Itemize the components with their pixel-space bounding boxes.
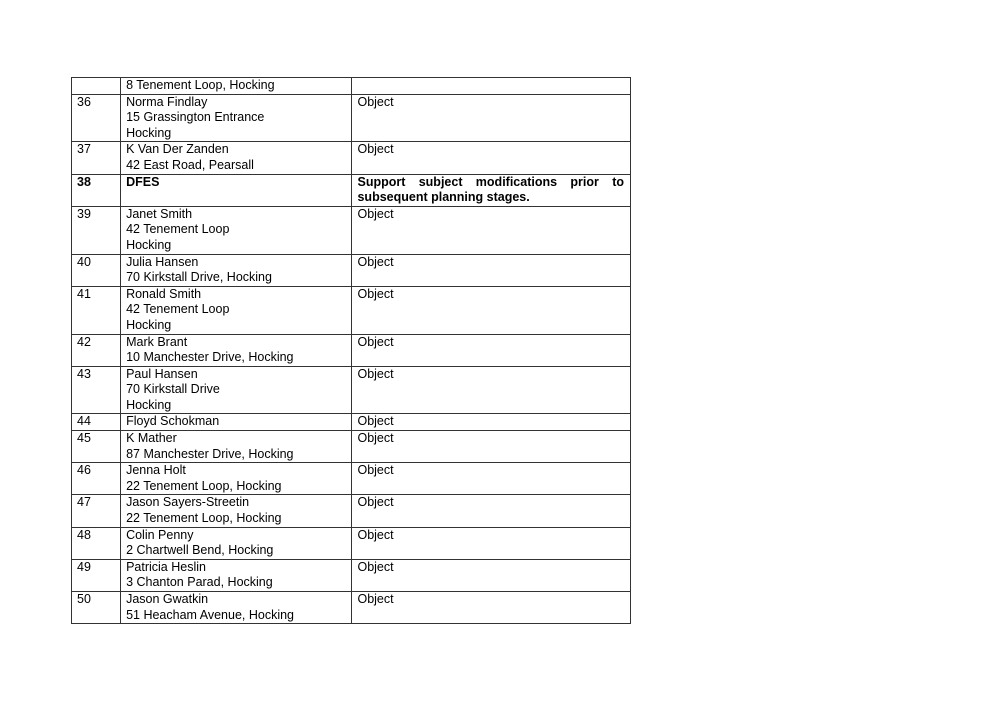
submissions-table bbox=[71, 77, 631, 624]
table-row bbox=[72, 463, 631, 495]
response-cell bbox=[352, 366, 631, 414]
response-cell bbox=[352, 414, 631, 431]
submitter-address-line: 22 Tenement Loop, Hocking bbox=[126, 511, 282, 526]
submission-number-cell: 41 bbox=[72, 286, 121, 334]
submitter-name: Janet Smith bbox=[126, 206, 193, 221]
response-text: Object bbox=[357, 206, 394, 221]
submitter-name: Ronald Smith bbox=[126, 286, 202, 301]
submitter-name: Jason Sayers-Streetin bbox=[126, 495, 250, 510]
table-row bbox=[72, 78, 631, 95]
submitter-address-line: 87 Manchester Drive, Hocking bbox=[126, 446, 294, 461]
response-text: Object bbox=[357, 559, 394, 574]
submission-number-cell: 43 bbox=[72, 366, 121, 414]
response-cell bbox=[352, 495, 631, 527]
submission-number-cell: 45 bbox=[72, 431, 121, 463]
submitter-name: Paul Hansen bbox=[126, 366, 198, 381]
table-row bbox=[72, 254, 631, 286]
submitter-details-cell bbox=[121, 286, 352, 334]
response-text: Object bbox=[357, 286, 394, 301]
submitter-address-line: Hocking bbox=[126, 237, 172, 252]
submitter-address-line: 70 Kirkstall Drive bbox=[126, 382, 220, 397]
table-row bbox=[72, 559, 631, 591]
submitter-details-cell bbox=[121, 431, 352, 463]
submitter-details-cell bbox=[121, 142, 352, 174]
submission-number-cell: 47 bbox=[72, 495, 121, 527]
response-cell bbox=[352, 334, 631, 366]
submitter-details-cell bbox=[121, 463, 352, 495]
response-cell bbox=[352, 78, 631, 95]
response-text: Object bbox=[357, 334, 394, 349]
submissions-table-body bbox=[72, 78, 631, 624]
submitter-address-line: 22 Tenement Loop, Hocking bbox=[126, 478, 282, 493]
submitter-address-line: 15 Grassington Entrance bbox=[126, 110, 265, 125]
response-cell bbox=[352, 431, 631, 463]
submitter-details-cell bbox=[121, 334, 352, 366]
submitter-details-cell bbox=[121, 414, 352, 431]
response-cell bbox=[352, 592, 631, 624]
table-row bbox=[72, 142, 631, 174]
submitter-details-cell bbox=[121, 206, 352, 254]
submission-number-cell: 36 bbox=[72, 94, 121, 142]
submitter-details-cell bbox=[121, 94, 352, 142]
submitter-name: Patricia Heslin bbox=[126, 559, 206, 574]
submitter-address-line: 3 Chanton Parad, Hocking bbox=[126, 575, 273, 590]
submitter-details-cell bbox=[121, 254, 352, 286]
submitter-name: Julia Hansen bbox=[126, 254, 199, 269]
submission-number-cell: 48 bbox=[72, 527, 121, 559]
table-row bbox=[72, 286, 631, 334]
table-row bbox=[72, 206, 631, 254]
submitter-address-line: Hocking bbox=[126, 397, 172, 412]
response-text: Object bbox=[357, 254, 394, 269]
submission-number-cell bbox=[72, 78, 121, 95]
response-text: Object bbox=[357, 495, 394, 510]
table-row bbox=[72, 527, 631, 559]
submitter-details-cell bbox=[121, 495, 352, 527]
table-row bbox=[72, 495, 631, 527]
submission-number-cell: 37 bbox=[72, 142, 121, 174]
submission-number-cell: 42 bbox=[72, 334, 121, 366]
submitter-address-line: 51 Heacham Avenue, Hocking bbox=[126, 607, 295, 622]
submitter-name: Floyd Schokman bbox=[126, 414, 220, 429]
submitter-details-cell bbox=[121, 174, 352, 206]
response-cell bbox=[352, 463, 631, 495]
response-text: Object bbox=[357, 414, 394, 429]
submitter-address-line: Hocking bbox=[126, 125, 172, 140]
submitter-name: Jason Gwatkin bbox=[126, 592, 209, 606]
response-cell bbox=[352, 142, 631, 174]
submission-number-cell: 39 bbox=[72, 206, 121, 254]
response-cell bbox=[352, 527, 631, 559]
table-row bbox=[72, 414, 631, 431]
submitter-details-cell bbox=[121, 559, 352, 591]
submission-number-cell: 40 bbox=[72, 254, 121, 286]
response-text: Object bbox=[357, 592, 394, 606]
response-cell bbox=[352, 94, 631, 142]
submitter-address-line: 2 Chartwell Bend, Hocking bbox=[126, 543, 274, 558]
table-row bbox=[72, 174, 631, 206]
submission-number-cell: 44 bbox=[72, 414, 121, 431]
response-cell bbox=[352, 206, 631, 254]
submitter-address-line: 70 Kirkstall Drive, Hocking bbox=[126, 270, 272, 285]
response-text: Support subject modifications prior to bbox=[357, 174, 624, 189]
submitter-details-cell bbox=[121, 592, 352, 624]
submission-number-cell: 50 bbox=[72, 592, 121, 624]
submitter-details-cell bbox=[121, 366, 352, 414]
submitter-name: 8 Tenement Loop, Hocking bbox=[126, 78, 275, 92]
submitter-address-line: 42 East Road, Pearsall bbox=[126, 157, 254, 172]
submitter-name: DFES bbox=[126, 174, 160, 189]
response-cell bbox=[352, 254, 631, 286]
submission-number-cell: 49 bbox=[72, 559, 121, 591]
submitter-name: Mark Brant bbox=[126, 334, 188, 349]
submitter-name: K Van Der Zanden bbox=[126, 142, 229, 157]
submitter-name: Norma Findlay bbox=[126, 94, 208, 109]
response-text: Object bbox=[357, 94, 394, 109]
table-row bbox=[72, 94, 631, 142]
submitter-details-cell bbox=[121, 78, 352, 95]
submitter-name: Jenna Holt bbox=[126, 463, 186, 478]
response-cell bbox=[352, 559, 631, 591]
table-row bbox=[72, 431, 631, 463]
response-text: Object bbox=[357, 527, 394, 542]
submitter-address-line: 42 Tenement Loop bbox=[126, 302, 230, 317]
table-row bbox=[72, 592, 631, 624]
response-text: Object bbox=[357, 431, 394, 446]
response-text: Object bbox=[357, 366, 394, 381]
submitter-name: Colin Penny bbox=[126, 527, 194, 542]
submitter-address-line: 10 Manchester Drive, Hocking bbox=[126, 350, 294, 365]
response-text: Object bbox=[357, 142, 394, 157]
submission-number-cell: 38 bbox=[72, 174, 121, 206]
response-text: Object bbox=[357, 463, 394, 478]
submitter-address-line: Hocking bbox=[126, 317, 172, 332]
response-text: subsequent planning stages. bbox=[357, 190, 530, 205]
table-row bbox=[72, 366, 631, 414]
response-cell bbox=[352, 174, 631, 206]
submitter-details-cell bbox=[121, 527, 352, 559]
submitter-address-line: 42 Tenement Loop bbox=[126, 222, 230, 237]
table-row bbox=[72, 334, 631, 366]
response-cell bbox=[352, 286, 631, 334]
submitter-name: K Mather bbox=[126, 431, 177, 446]
submission-number-cell: 46 bbox=[72, 463, 121, 495]
